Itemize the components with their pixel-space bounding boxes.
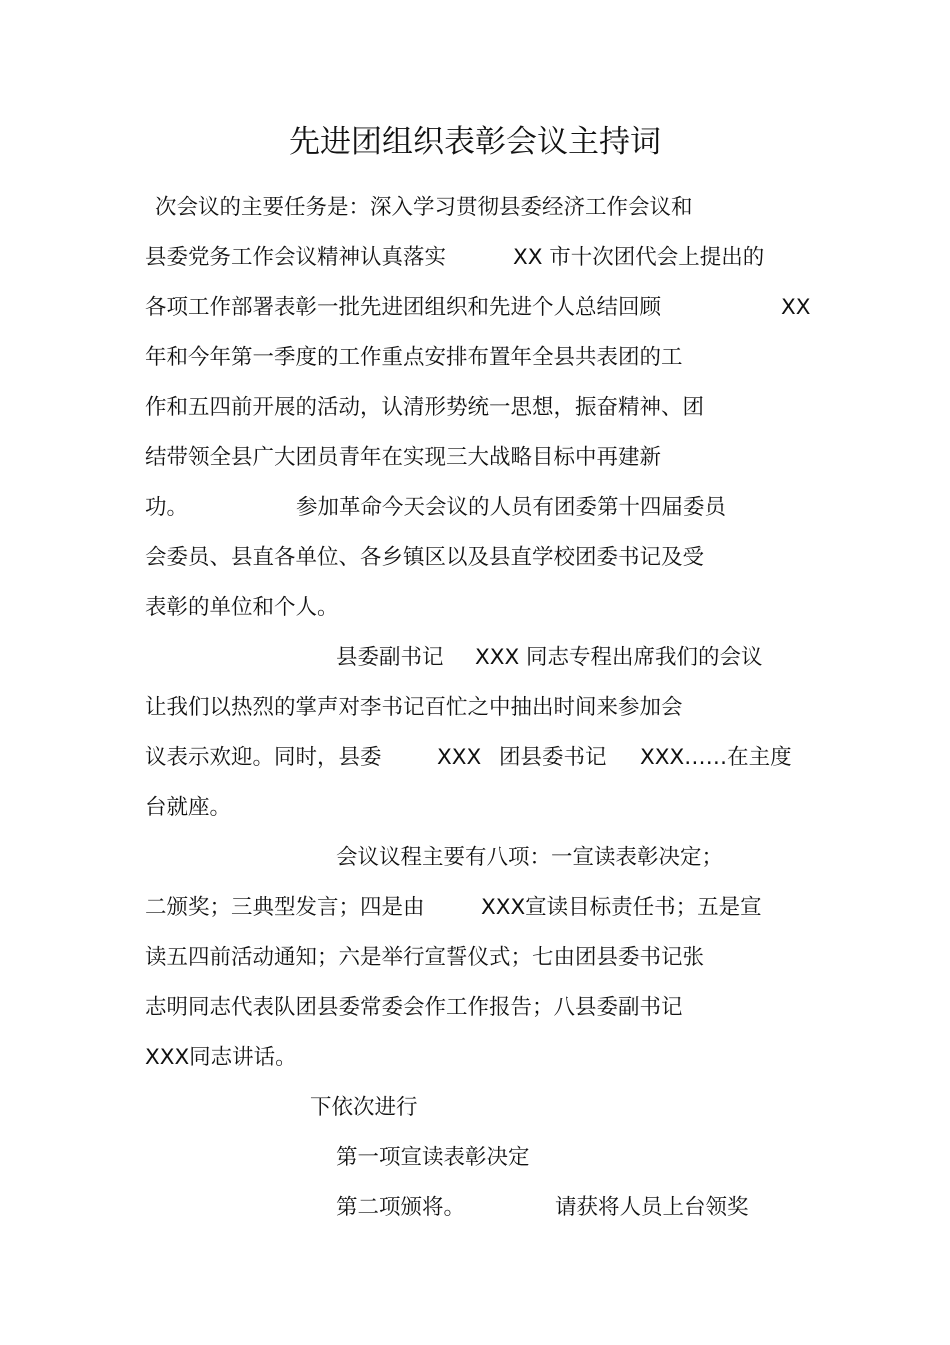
body-text: 会委员、县直各单位、各乡镇区以及县直学校团委书记及受 <box>145 545 705 570</box>
body-text: 读五四前活动通知；六是举行宣誓仪式；七由团县委书记张 <box>145 945 705 970</box>
body-text: 会议议程主要有八项：一宣读表彰决定； <box>336 845 724 870</box>
body-text: 年和今年第一季度的工作重点安排布置年全县共表团的工 <box>145 345 683 370</box>
document-title: 先进团组织表彰会议主持词 <box>289 124 661 160</box>
body-text: 县委党务工作会议精神认真落实 <box>145 245 447 270</box>
body-text: 各项工作部署表彰一批先进团组织和先进个人总结回顾 <box>145 295 662 320</box>
body-text: 二颁奖；三典型发言；四是由 <box>145 895 425 920</box>
body-text: 请获将人员上台领奖 <box>555 1195 749 1220</box>
body-text: XXX……在主度 <box>640 745 792 770</box>
body-text: 第一项宣读表彰决定 <box>336 1145 530 1170</box>
body-text: 第二项颁将。 <box>336 1195 466 1220</box>
body-text: 议表示欢迎。同时，县委 <box>145 745 382 770</box>
body-text: 次会议的主要任务是：深入学习贯彻县委经济工作会议和 <box>155 195 693 220</box>
body-text: 县委副书记 <box>336 645 444 670</box>
body-text: 表彰的单位和个人。 <box>145 595 339 620</box>
body-text: 志明同志代表队团县委常委会作工作报告；八县委副书记 <box>145 995 683 1020</box>
body-text: 台就座。 <box>145 795 232 820</box>
body-text: 下依次进行 <box>310 1095 418 1120</box>
body-text: XX 市十次团代会上提出的 <box>513 245 765 270</box>
body-text: XXX宣读目标责任书；五是宣 <box>481 895 762 920</box>
body-text: 作和五四前开展的活动，认清形势统一思想，振奋精神、团 <box>145 395 705 420</box>
body-text: XX <box>781 295 811 320</box>
body-text: XXX 同志专程出席我们的会议 <box>475 645 763 670</box>
body-text: 功。 <box>145 495 189 520</box>
body-text: 参加革命今天会议的人员有团委第十四届委员 <box>296 495 727 520</box>
body-text: 团县委书记 <box>499 745 607 770</box>
body-text: 结带领全县广大团员青年在实现三大战略目标中再建新 <box>145 445 662 470</box>
body-text: 让我们以热烈的掌声对李书记百忙之中抽出时间来参加会 <box>145 695 683 720</box>
body-text: XXX <box>437 745 482 770</box>
body-text: XXX同志讲话。 <box>145 1045 297 1070</box>
